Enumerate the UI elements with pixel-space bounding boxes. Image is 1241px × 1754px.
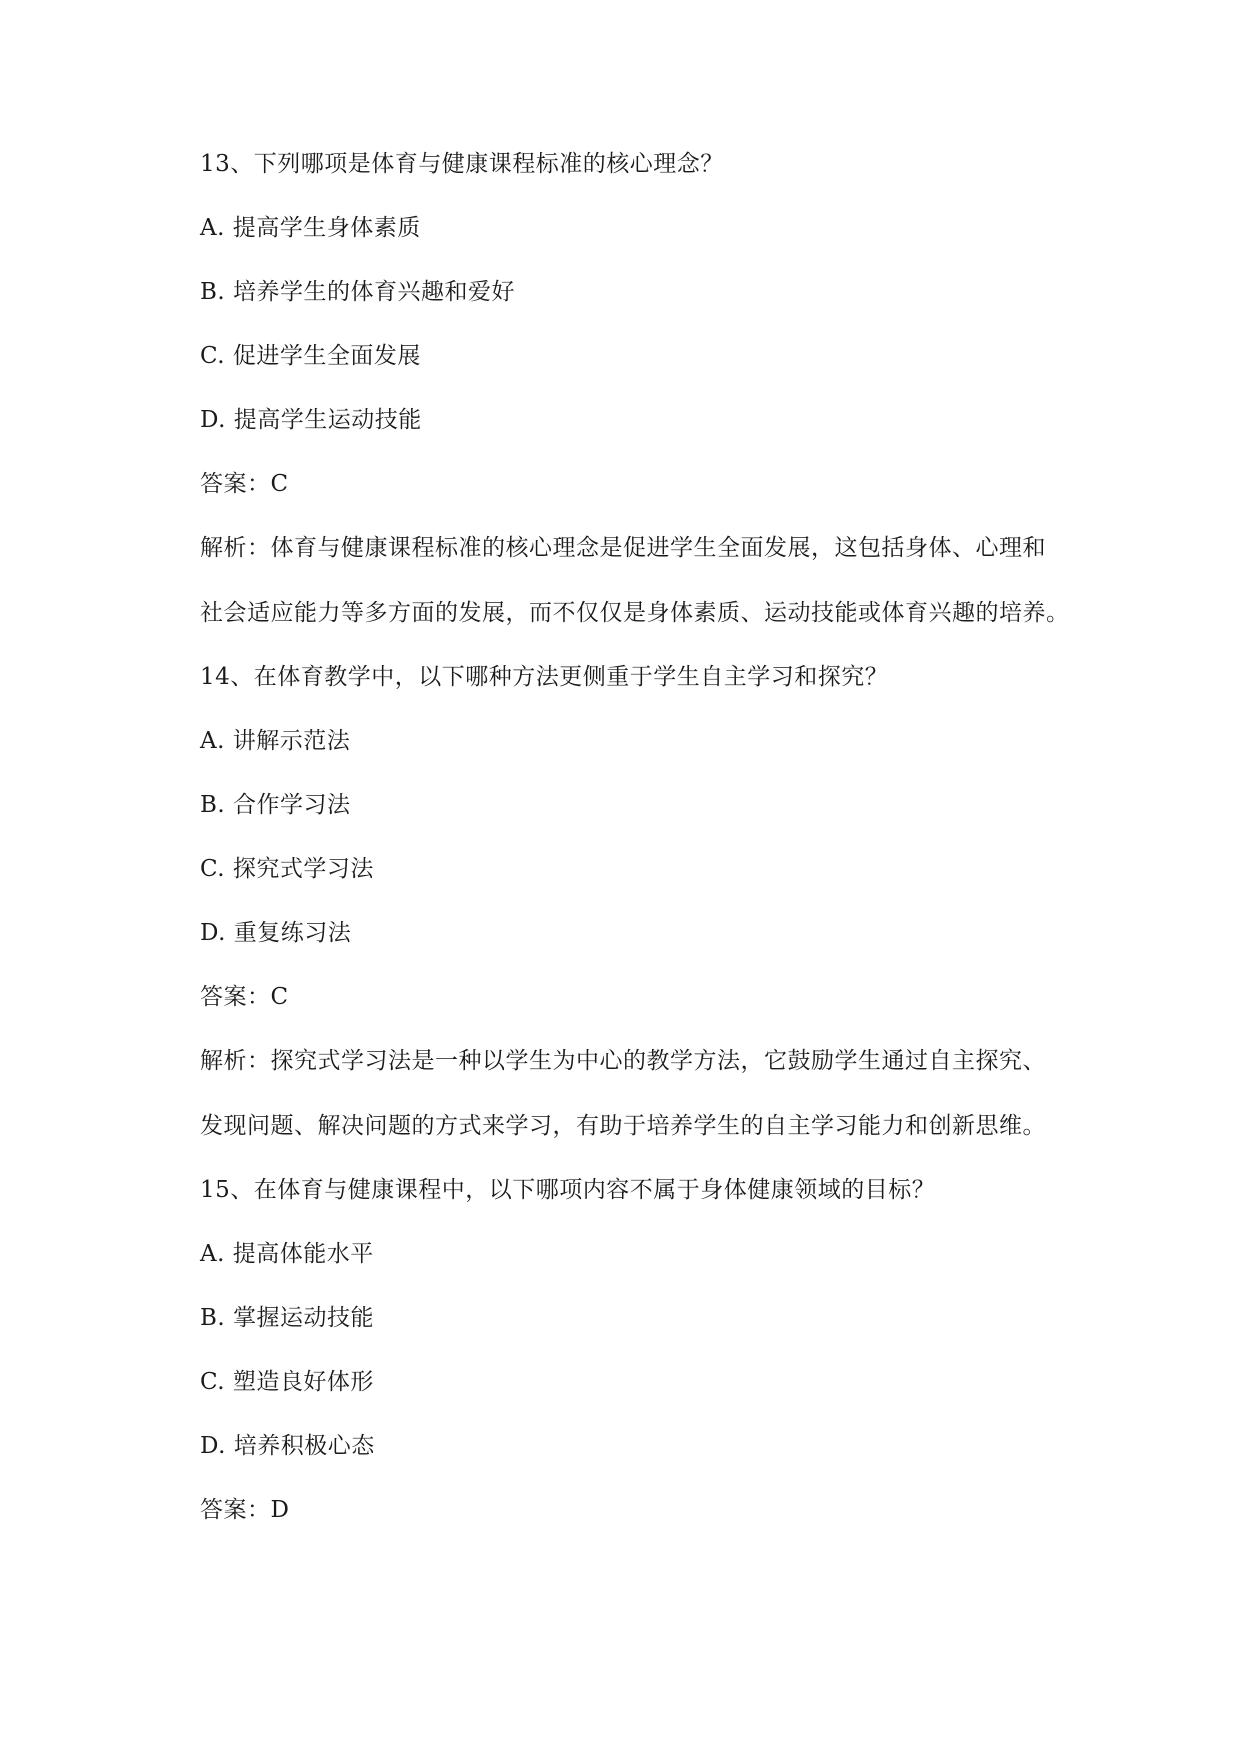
question-14-option-b: B. 合作学习法 [200,792,351,818]
question-13-analysis-line-2: 社会适应能力等多方面的发展，而不仅仅是身体素质、运动技能或体育兴趣的培养。 [200,600,1070,626]
question-14-text: 14、在体育教学中，以下哪种方法更侧重于学生自主学习和探究？ [200,664,889,690]
question-13-option-b: B. 培养学生的体育兴趣和爱好 [200,279,516,305]
question-13-option-c: C. 促进学生全面发展 [200,343,421,369]
question-14-answer: 答案：C [200,984,289,1010]
question-14-analysis-line-1: 解析：探究式学习法是一种以学生为中心的教学方法，它鼓励学生通过自主探究、 [200,1048,1046,1074]
question-15-answer: 答案：D [200,1497,290,1523]
question-14-option-a: A. 讲解示范法 [200,728,351,754]
question-15-option-c: C. 塑造良好体形 [200,1369,374,1395]
question-14-option-d: D. 重复练习法 [200,920,352,946]
question-15-text: 15、在体育与健康课程中，以下哪项内容不属于身体健康领域的目标？ [200,1177,936,1203]
question-13-option-a: A. 提高学生身体素质 [200,215,421,241]
question-14-option-c: C. 探究式学习法 [200,856,374,882]
question-13-answer: 答案：C [200,471,289,497]
question-13-option-d: D. 提高学生运动技能 [200,407,422,433]
question-15-option-d: D. 培养积极心态 [200,1433,375,1459]
question-14-analysis-line-2: 发现问题、解决问题的方式来学习，有助于培养学生的自主学习能力和创新思维。 [200,1113,1046,1139]
question-15-option-a: A. 提高体能水平 [200,1241,374,1267]
question-13-analysis-line-1: 解析：体育与健康课程标准的核心理念是促进学生全面发展，这包括身体、心理和 [200,535,1046,561]
question-13-text: 13、下列哪项是体育与健康课程标准的核心理念？ [200,151,724,177]
question-15-option-b: B. 掌握运动技能 [200,1305,375,1331]
